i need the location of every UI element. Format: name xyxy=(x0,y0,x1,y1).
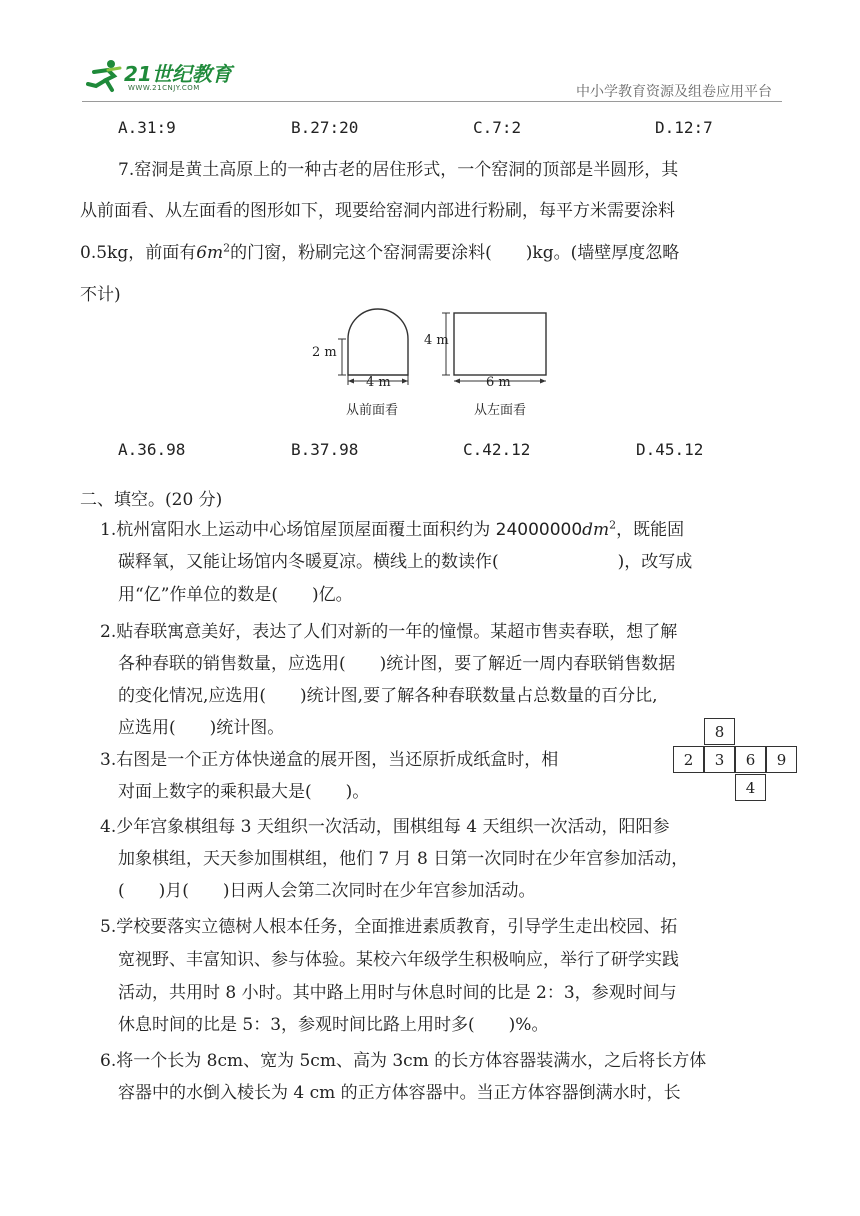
q7-area-exp: 2 xyxy=(223,241,231,255)
fill-q5-line-1: 5.学校要落实立德树人根本任务，全面推进素质教育，引导学生走出校园、拓 xyxy=(100,917,678,937)
fill-q2-line-4: 应选用( )统计图。 xyxy=(118,718,285,738)
fill-q5-line-3: 活动，共用时 8 小时。其中路上用时与休息时间的比是 2：3，参观时间与 xyxy=(118,983,677,1003)
left-caption: 从左面看 xyxy=(474,403,527,418)
q7-option-d: D.45.12 xyxy=(636,440,704,459)
net-cell-top: 8 xyxy=(704,718,735,745)
fill-q4-line-2: 加象棋组，天天参加围棋组，他们 7 月 8 日第一次同时在少年宫参加活动， xyxy=(118,849,689,869)
fill-q3-line-2: 对面上数字的乘积最大是( )。 xyxy=(118,782,370,802)
prev-option-b: B.27:20 xyxy=(291,118,359,137)
fill-q6-line-1: 6.将一个长为 8cm、宽为 5cm、高为 3cm 的长方体容器装满水，之后将长方体 xyxy=(100,1051,707,1071)
fill-q2-line-3: 的变化情况,应选用( )统计图,要了解各种春联数量占总数量的百分比, xyxy=(118,686,658,706)
fill-q1-line-3: 用“亿”作单位的数是( )亿。 xyxy=(118,585,353,605)
prev-option-a: A.31:9 xyxy=(118,118,176,137)
front-height-label: 2 m xyxy=(312,345,337,360)
fill-q2-line-1: 2.贴春联寓意美好，表达了人们对新的一年的憧憬。某超市售卖春联，想了解 xyxy=(100,622,678,642)
fill-q1-unit: dm xyxy=(582,520,610,540)
fill-q2-line-2: 各种春联的销售数量，应选用( )统计图，要了解近一周内春联销售数据 xyxy=(118,654,676,674)
left-height-label: 4 m xyxy=(424,333,449,348)
left-width-label: 6 m xyxy=(486,375,511,390)
fill-q5-line-4: 休息时间的比是 5：3，参观时间比路上用时多( )%。 xyxy=(118,1015,549,1035)
logo-title: 21世纪教育 xyxy=(124,62,232,86)
q7-line-3 xyxy=(80,243,679,263)
section-title: 二、填空。(20 分) xyxy=(80,490,223,510)
fill-q1-end: ，既能固 xyxy=(616,520,685,540)
net-cell-row-3: 6 xyxy=(735,746,766,773)
net-cell-row-4: 9 xyxy=(766,746,797,773)
q7-line-1: 7.窑洞是黄土高原上的一种古老的居住形式，一个窑洞的顶部是半圆形，其 xyxy=(118,160,679,180)
fill-q6-line-2: 容器中的水倒入棱长为 4 cm 的正方体容器中。当正方体容器倒满水时，长 xyxy=(118,1083,681,1103)
header-divider xyxy=(82,101,782,102)
logo-url: WWW.21CNJY.COM xyxy=(128,84,200,92)
fill-q4-line-3: ( )月( )日两人会第二次同时在少年宫参加活动。 xyxy=(118,881,536,901)
fill-q3-line-1: 3.右图是一个正方体快递盒的展开图，当还原折成纸盒时，相 xyxy=(100,750,559,770)
front-caption: 从前面看 xyxy=(346,403,399,418)
q7-option-c: C.42.12 xyxy=(463,440,531,459)
prev-option-d: D.12:7 xyxy=(655,118,713,137)
q7-line-2: 从前面看、从左面看的图形如下，现要给窑洞内部进行粉刷，每平方米需要涂料 xyxy=(80,201,675,221)
q7-option-b: B.37.98 xyxy=(291,440,359,459)
cube-net xyxy=(673,718,799,804)
runner-logo-icon xyxy=(84,58,124,94)
q7-line-4: 不计) xyxy=(80,285,121,305)
front-width-label: 4 m xyxy=(366,375,391,390)
platform-name: 中小学教育资源及组卷应用平台 xyxy=(576,84,772,100)
fill-q1-line-1 xyxy=(100,520,684,540)
fill-q5-line-2: 宽视野、丰富知识、参与体验。某校六年级学生积极响应，举行了研学实践 xyxy=(118,950,679,970)
fill-q1-unit-exp: 2 xyxy=(609,518,617,532)
fill-q4-line-1: 4.少年宫象棋组每 3 天组织一次活动，围棋组每 4 天组织一次活动，阳阳参 xyxy=(100,817,670,837)
prev-option-c: C.7:2 xyxy=(473,118,522,137)
q7-area-value: 6m xyxy=(196,243,224,263)
fill-q1-number: 24000000 xyxy=(495,520,583,540)
net-cell-row-2: 3 xyxy=(704,746,735,773)
logo xyxy=(84,56,254,98)
q7-option-a: A.36.98 xyxy=(118,440,186,459)
net-cell-row-1: 2 xyxy=(673,746,704,773)
fill-q1-start: 1.杭州富阳水上运动中心场馆屋顶屋面覆土面积约为 xyxy=(100,520,491,540)
fill-q1-line-2: 碳释氧，又能让场馆内冬暖夏凉。横线上的数读作( )，改写成 xyxy=(118,552,693,572)
net-cell-bottom: 4 xyxy=(735,774,766,801)
front-view-shape xyxy=(348,309,408,375)
left-view-shape xyxy=(454,313,546,375)
q7-line-3-start: 0.5kg，前面有 xyxy=(80,243,197,263)
q7-line-3-end: 的门窗，粉刷完这个窑洞需要涂料( )kg。(墙壁厚度忽略 xyxy=(230,243,680,263)
